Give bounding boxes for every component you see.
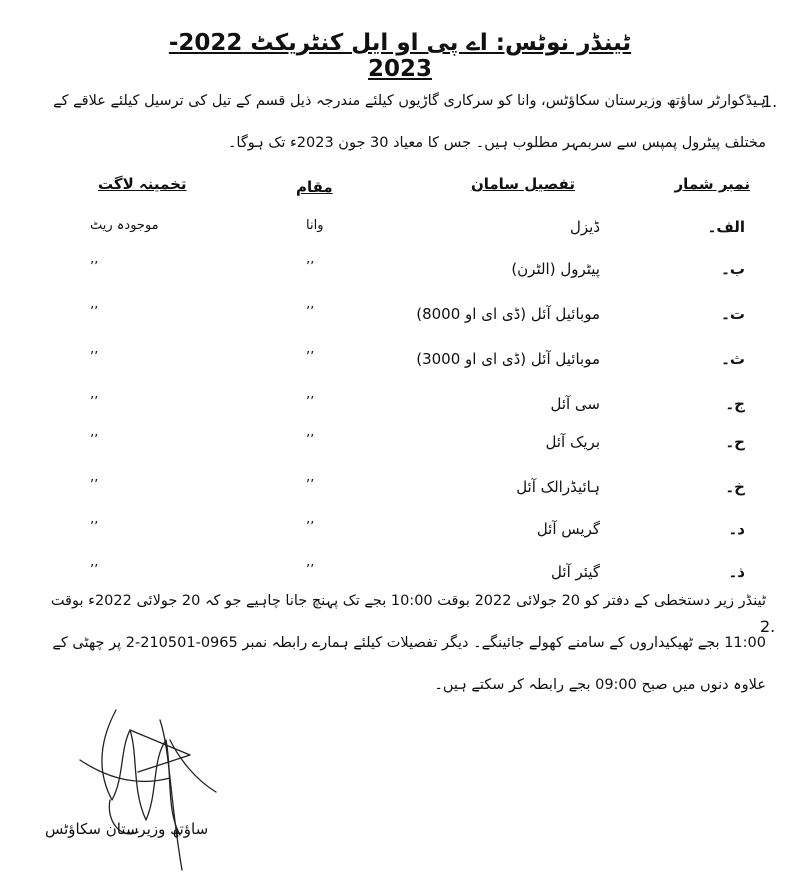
row-place: ’’ bbox=[306, 563, 315, 578]
signature-scribble bbox=[20, 700, 240, 880]
table-row bbox=[0, 350, 800, 380]
row-serial: الف۔ bbox=[707, 218, 745, 236]
signature-caption: ساؤتھ وزیرستان سکاؤٹس bbox=[45, 820, 209, 838]
row-place: ’’ bbox=[306, 395, 315, 410]
table-row bbox=[0, 478, 800, 508]
table-row bbox=[0, 520, 800, 550]
row-place: ’’ bbox=[306, 305, 315, 320]
row-place: ’’ bbox=[306, 478, 315, 493]
paragraph-2-number: 2. bbox=[760, 617, 776, 636]
row-place: ’’ bbox=[306, 350, 315, 365]
row-item: سی آئل bbox=[550, 395, 600, 413]
row-item: گیئر آئل bbox=[551, 563, 600, 581]
row-item: موبائیل آئل (ڈی ای او 3000) bbox=[416, 350, 600, 368]
row-estimate: ’’ bbox=[90, 260, 99, 275]
row-item: ڈیزل bbox=[569, 218, 600, 236]
table-row bbox=[0, 433, 800, 463]
row-estimate: ’’ bbox=[90, 395, 99, 410]
table-row bbox=[0, 260, 800, 290]
header-estimate: تخمینہ لاگت bbox=[98, 175, 187, 193]
row-item: ہائیڈرالک آئل bbox=[516, 478, 600, 496]
table-row bbox=[0, 305, 800, 335]
row-item: بریک آئل bbox=[545, 433, 600, 451]
notice-title: ٹینڈر نوٹس: اے پی او ایل کنٹریکٹ 2022-2023 bbox=[168, 30, 632, 82]
row-place: ’’ bbox=[306, 260, 315, 275]
row-estimate: ’’ bbox=[90, 563, 99, 578]
row-item: موبائیل آئل (ڈی ای او 8000) bbox=[416, 305, 600, 323]
row-estimate: ’’ bbox=[90, 433, 99, 448]
paragraph-1-number: 1. bbox=[762, 92, 778, 111]
row-serial: ب۔ bbox=[721, 260, 745, 278]
row-serial: ذ۔ bbox=[728, 563, 745, 581]
row-place: وانا bbox=[306, 218, 324, 233]
paragraph-2-text: ٹینڈر زیر دستخطی کے دفتر کو 20 جولائی 2022 بوقت 10:00 بجے تک پہنچ جانا چاہیے جو کہ 20 جولائی 2022ء بوقت 11:00 بجے ٹھیکیداروں کے سامنے کھولے جائینگے۔ دیگر تفصیلات کیلئے ہمارے رابطہ نمبر 0965-210501-2 پر چھٹی کے علاوہ دنوں میں صبح 09:00 بجے رابطہ کر سکتے ہیں۔ bbox=[50, 593, 766, 693]
row-estimate: ’’ bbox=[90, 520, 99, 535]
header-place: مقام bbox=[296, 178, 333, 196]
row-item: گریس آئل bbox=[536, 520, 600, 538]
row-estimate: موجودہ ریٹ bbox=[90, 218, 159, 233]
row-serial: ج۔ bbox=[725, 395, 745, 413]
table-row bbox=[0, 218, 800, 248]
row-serial: خ۔ bbox=[725, 478, 745, 496]
row-estimate: ’’ bbox=[90, 350, 99, 365]
paragraph-1-text: ہیڈکوارٹر ساؤتھ وزیرستان سکاؤٹس، وانا کو سرکاری گاڑیوں کیلئے مندرجہ ذیل قسم کے تیل کی ترسیل کیلئے علاقے کے مختلف پیٹرول پمپس سے سربمہر مطلوب ہیں۔ جس کا معیاد 30 جون 2023ء تک ہوگا۔ bbox=[53, 93, 766, 151]
row-serial: ح۔ bbox=[725, 433, 745, 451]
row-place: ’’ bbox=[306, 433, 315, 448]
row-item: پیٹرول (الٹرن) bbox=[511, 260, 600, 278]
row-place: ’’ bbox=[306, 520, 315, 535]
table-row bbox=[0, 395, 800, 425]
header-item: تفصیل سامان bbox=[470, 175, 575, 193]
header-serial: نمبر شمار bbox=[674, 175, 750, 193]
row-serial: د۔ bbox=[728, 520, 745, 538]
row-estimate: ’’ bbox=[90, 478, 99, 493]
row-estimate: ’’ bbox=[90, 305, 99, 320]
row-serial: ث۔ bbox=[721, 350, 745, 368]
row-serial: ت۔ bbox=[721, 305, 745, 323]
